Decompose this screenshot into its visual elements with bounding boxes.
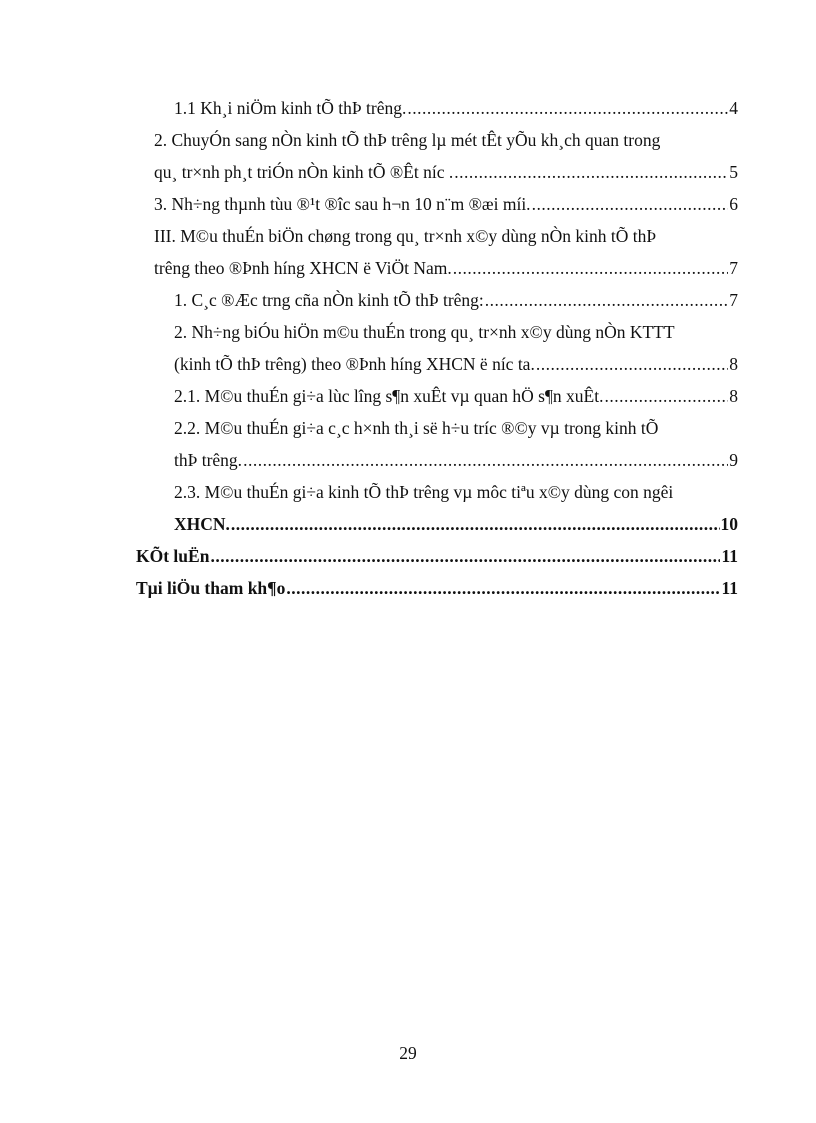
- toc-entry-conclusion: [136, 540, 738, 572]
- dot-leader: [604, 380, 728, 412]
- toc-entry-title: 1.1 Kh¸i niÖm kinh tÕ thÞ trêng.: [174, 98, 407, 118]
- toc-entry-page: 4: [729, 98, 738, 118]
- dot-leader: [407, 92, 728, 124]
- toc-entry-title-line: 2. Nh÷ng biÓu hiÖn m©u thuÉn trong qu¸ tr×nh x©y dùng nÒn KTTT: [174, 322, 675, 342]
- toc-entry: [136, 92, 738, 124]
- toc-entry: [136, 508, 738, 540]
- toc-entry-title: 1. C¸c ®Æc trng cña nÒn kinh tÕ thÞ trêng:: [174, 290, 484, 310]
- table-of-contents: [136, 92, 738, 604]
- dot-leader: [231, 508, 720, 540]
- toc-entry: [136, 348, 738, 380]
- toc-entry: [136, 156, 738, 188]
- toc-entry-title: (kinh tÕ thÞ trêng) theo ®Þnh híng XHCN ë níc ta.: [174, 354, 535, 374]
- toc-entry-page: 10: [720, 514, 738, 534]
- toc-entry-page: 7: [729, 258, 738, 278]
- toc-entry-title: trêng theo ®Þnh híng XHCN ë ViÖt Nam.: [154, 258, 452, 278]
- dot-leader: [286, 572, 720, 604]
- toc-entry-page: 11: [721, 546, 738, 566]
- toc-entry-title: Tµi liÖu tham kh¶o: [136, 578, 286, 598]
- toc-entry-title-line: 2.3. M©u thuÉn gi÷a kinh tÕ thÞ trêng vµ môc tiªu x©y dùng con ngêi: [174, 482, 674, 502]
- toc-entry-page: 11: [721, 578, 738, 598]
- dot-leader: [243, 444, 728, 476]
- toc-entry-page: 5: [729, 162, 738, 182]
- toc-entry-page: 7: [729, 290, 738, 310]
- dot-leader: [485, 284, 728, 316]
- toc-entry-page: 6: [729, 194, 738, 214]
- toc-entry-title-line: III. M©u thuÉn biÖn chøng trong qu¸ tr×nh x©y dùng nÒn kinh tÕ thÞ: [154, 226, 657, 246]
- toc-entry-title-line: 2.2. M©u thuÉn gi÷a c¸c h×nh th¸i së h÷u tríc ®©y vµ trong kinh tÕ: [174, 418, 659, 438]
- toc-entry-title-line: 2. ChuyÓn sang nÒn kinh tÕ thÞ trêng lµ mét tÊt yÕu kh¸ch quan trong: [154, 130, 661, 150]
- toc-entry-page: 8: [729, 354, 738, 374]
- dot-leader: [210, 540, 720, 572]
- dot-leader: [532, 188, 729, 220]
- toc-entry: [136, 252, 738, 284]
- toc-entry-title: thÞ trêng.: [174, 450, 243, 470]
- toc-entry-title: XHCN.: [174, 514, 230, 534]
- toc-entry: [136, 380, 738, 412]
- toc-entry-title: qu¸ tr×nh ph¸t triÓn nÒn kinh tÕ ®Êt níc .: [154, 162, 454, 182]
- dot-leader: [454, 156, 728, 188]
- toc-entry-title: 2.1. M©u thuÉn gi÷a lùc lîng s¶n xuÊt vµ quan hÖ s¶n xuÊt.: [174, 386, 604, 406]
- toc-entry: [136, 188, 738, 220]
- toc-entry-title: 3. Nh÷ng thµnh tùu ®¹t ®îc sau h¬n 10 n¨m ®æi míi.: [154, 194, 531, 214]
- dot-leader: [453, 252, 729, 284]
- page-number: 29: [399, 1043, 417, 1063]
- toc-entry-references: [136, 572, 738, 604]
- toc-entry-page: 9: [729, 450, 738, 470]
- toc-entry-page: 8: [729, 386, 738, 406]
- toc-entry-title: KÕt luËn: [136, 546, 210, 566]
- toc-entry: [136, 444, 738, 476]
- toc-entry: [136, 284, 738, 316]
- dot-leader: [536, 348, 728, 380]
